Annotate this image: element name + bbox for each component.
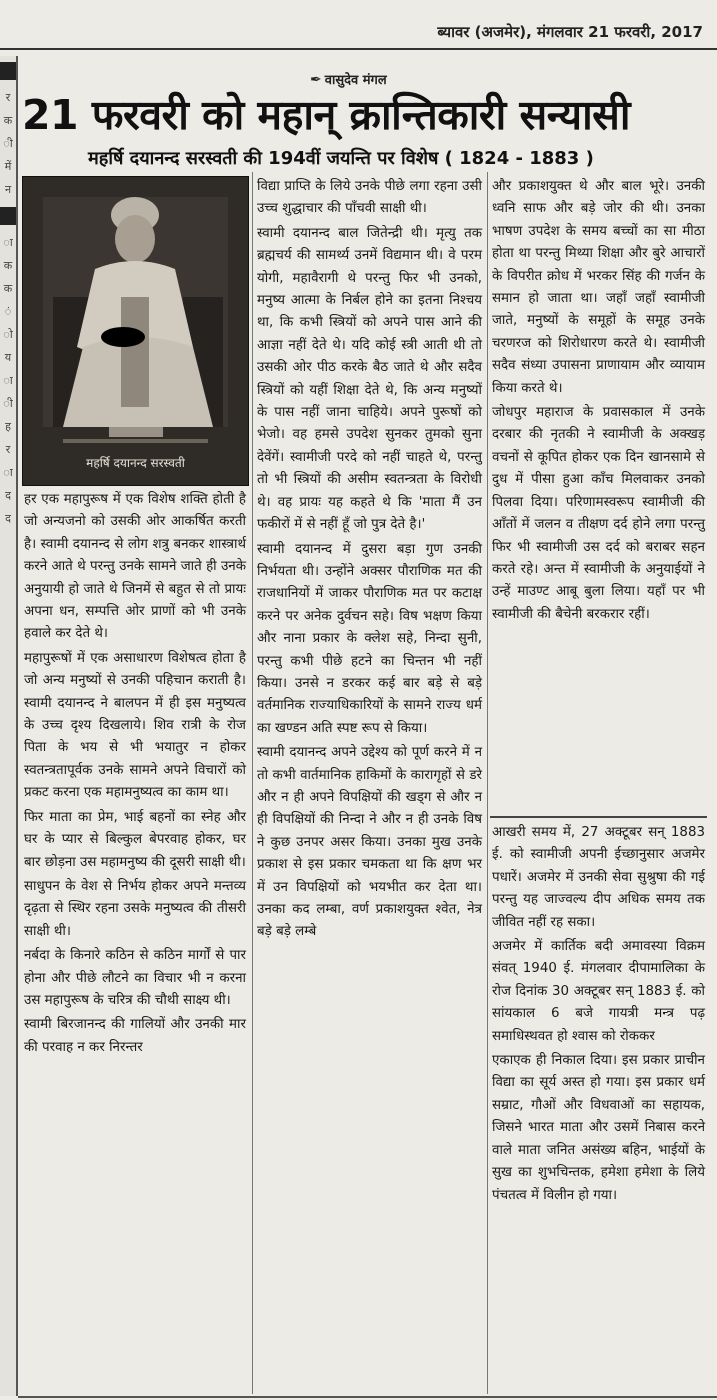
paragraph: जोधपुर महाराज के प्रवासकाल में उनके दरबार की नृतकी ने स्वामीजी के अक्खड़ वचनों से कूपित होकर एक दिन खानसामे से दुध में पीसा हुआ काँच मिलवाकर उनको पिलवा दिया। परिणामस्वरूप स्वामीजी की आँतों में जलन व तीक्षण दर्द होने लगा परन्तु फिर भी स्वामीजी उस दर्द को बराबर सहन करते रहे। अन्त में स्वामीजी के अनुयाईयों ने उन्हें माउण्ट आबू बुला लिया। यहाँ पर भी स्वामीजी की बैचेनी बरकरार रहीं। (492, 405, 705, 622)
strip-fragment: ा (3, 466, 13, 479)
article-column-1 (24, 489, 246, 1061)
strip-fragment: क (3, 282, 13, 295)
strip-fragment: द (5, 489, 11, 502)
strip-block (0, 207, 16, 225)
strip-block (0, 62, 16, 80)
paragraph: एकाएक ही निकाल दिया। इस प्रकार प्राचीन विद्या का सूर्य अस्त हो गया। इस प्रकार धर्म सम्राट, गौओं और विधवाओं का सहायक, जिसने भारत माता और उसमें निबास करने वाले माता जनित असंख्य बहिन, भाईयों के सुख का शुभचिन्तक, हमेशा हमेशा के लिये पंचतत्व में विलीन हो गया। (492, 1053, 705, 1203)
strip-fragment: ह (5, 420, 11, 433)
strip-fragment: ी (3, 397, 13, 410)
strip-fragment: में (4, 160, 12, 173)
strip-fragment: ो (3, 328, 13, 341)
paragraph: साधुपन के वेश से निर्भय होकर अपने मन्तव्य दृढ़ता से स्थिर रहना उसके मनुष्यत्व की तीसरी साक्षी थी। (24, 878, 246, 939)
top-rule (0, 48, 717, 50)
paragraph: और प्रकाशयुक्त थे और बाल भूरे। उनकी ध्वनि साफ और बड़े जोर की थी। उनका भाषण उपदेश के समय बच्चों का सा मीठा होता था परन्तु मिथ्या शिक्षा और बुरे आचारों के विपरीत क्रोध में भरकर सिंह की गर्जन के समान हो जाता था। जहाँ जहाँ स्वामीजी जाते, मनुष्यों के समूहों के समूह उनके चरणरज को शिरोधारण करते थे। स्वामीजी सदैव संध्या उपासना प्राणायाम और व्यायाम किया करते थे। (492, 179, 705, 396)
paragraph: अजमेर में कार्तिक बदी अमावस्या विक्रम संवत् 1940 ई. मंगलवार दीपामालिका के रोज दिनांक 30 अक्टूबर सन् 1883 ई. को सांयकाल 6 बजे गायत्री मन्त्र पढ़ समाधिस्थवत हो श्वास को रोककर (492, 939, 705, 1044)
strip-fragment: ं (4, 305, 12, 318)
article-column-2 (257, 176, 482, 946)
bottom-rule (18, 1396, 717, 1398)
adjacent-column-strip (0, 56, 18, 1396)
paragraph: स्वामी दयानन्द अपने उद्देश्य को पूर्ण करने में न तो कभी वार्तमानिक हाकिमों के कारागृहों से डरे और न ही अपने विपक्षियों की खड्ग से और न ही विपक्षियों की निन्दा ने और न ही उनके विष ने कुछ उनपर असर किया। उनका मुख उनके प्रकाश से इस प्रकार चमकता था कि क्षण भर में उन विपक्षियों को भयभीत कर देता था। उनका कद लम्बा, वर्ण प्रकाशयुक्त श्वेत, नेत्र बड़े बड़े लम्बे (257, 745, 482, 940)
strip-fragment: र (5, 443, 11, 456)
column-divider (490, 816, 707, 818)
paragraph: हर एक महापुरूष में एक विशेष शक्ति होती है जो अन्यजनो को उसकी ओर आकर्षित करती है। स्वामी दयानन्द से लोग शत्रु बनकर शास्त्रार्थ करने आते थे परन्तु उनके सामने जाते ही उनके अनुयायी हो जाते थे जिनमें से बहुत से तो प्रायः अपना धन, सम्पत्ति ओर प्राणों को भी उनके हवाले कर देते थे। (24, 492, 246, 642)
strip-fragment: ा (3, 236, 13, 249)
strip-fragment: द (5, 512, 11, 525)
strip-fragment: ी (3, 137, 13, 150)
paragraph: नर्बदा के किनारे कठिन से कठिन मार्गों से पार होना और पीछे लौटने का विचार भी न करना उस महापुरूष के चरित्र की चौथी साक्ष्य थी। (24, 948, 246, 1008)
paragraph: स्वामी बिरजानन्द की गालियों और उनकी मार की परवाह न कर निरन्तर (24, 1017, 246, 1055)
quill-icon: ✒ (310, 72, 322, 88)
paragraph: आखरी समय में, 27 अक्टूबर सन् 1883 ई. को स्वामीजी अपनी ईच्छानुसार अजमेर पधारें। अजमेर में उनकी सेवा सुश्रुषा की गई परन्तु यह जाज्वल्य दीप अधिक समय तक जीवित नहीं रह सका। (492, 825, 705, 930)
article-column-3 (492, 176, 705, 628)
subheadline: महर्षि दयानन्द सरस्वती की 194वीं जयन्ति पर विशेष ( 1824 - 1883 ) (88, 148, 594, 169)
paragraph: स्वामी दयानन्द बाल जितेन्द्री थी। मृत्यु तक ब्रह्मचर्य की सामर्थ्य उनमें विद्यमान थी। वे परम योगी, महावैरागी थे परन्तु फिर भी उनको, मनुष्य आत्मा के निर्बल होने का इतना निश्चय था, कि कभी स्त्रियों को अपने पास आने की आज्ञा नहीं देते थे। यदि कोई स्त्री आती थी तो उसकी ओर पीठ करके बैठ जाते थे और सदैव स्त्रियों को यहीं शिक्षा देते थे, कि अन्य मनुष्यों के पास नहीं जाना चाहिये। अपने पुरूषों को भेजो। वह हमसे उपदेश सुनकर तुमको सुना देवेंगें। स्वामीजी परदे को नहीं चाहते थे, परन्तु तो भी स्त्रियों की असीम स्वतन्त्रता के विरोधी थे। वह प्रायः यह कहते थे कि 'माता मैं उन फकीरों में से नहीं हूँ जो पुत्र देते है।' (257, 225, 482, 533)
strip-fragment: ा (3, 374, 13, 387)
seated-sage-illustration (23, 177, 248, 485)
article-column-3-continued (492, 822, 705, 1209)
strip-fragment: न (4, 183, 12, 196)
byline-author: वासुदेव मंगल (324, 73, 387, 88)
paragraph: स्वामी दयानन्द में दुसरा बड़ा गुण उनकी निर्भयता थी। उन्होंने अक्सर पौराणिक मत की राजधानियों में जाकर पौराणिक मत पर कटाक्ष करने पर अनेक दुर्वचन सहे। विष भक्षण किया और नाना प्रकार के क्लेश सहे, निन्दा सुनी, परन्तु कभी पीछे हटने का चिन्तन भी नहीं किया। उनसे न डरकर कई बार बड़े से बड़े वर्तमानिक राज्याधिकारियों के सामने राज्य धर्म का खण्डन अति स्पष्ट रूप से किया। (257, 541, 482, 736)
paragraph: फिर माता का प्रेम, भाई बहनों का स्नेह और घर के प्यार से बिल्कुल बेपरवाह होकर, घर बार छोड़ना उस महामनुष्य की दूसरी साक्षी थी। (24, 809, 246, 870)
photo-caption: महर्षि दयानन्द सरस्वती (86, 456, 185, 470)
paragraph: महापुरूषों में एक असाधारण विशेषत्व होता है जो अन्य मनुष्यों से उनकी पहिचान कराती है। स्वामी दयानन्द ने बालपन में ही इस मनुष्यत्व के उच्च दृश्य दिखलाये। शिव रात्री के रोज पिता के भय से भी भयातुर न होकर स्वतन्त्रतापूर्वक उनके सामने अपने विचारों को प्रकट करना एक महामनुष्यत्व का काम था। (24, 650, 246, 801)
strip-fragment: र (5, 91, 11, 104)
strip-fragment: क (3, 114, 13, 127)
strip-fragment: क (3, 259, 13, 272)
portrait-photo (22, 176, 249, 486)
column-rule (252, 172, 253, 1394)
strip-fragment: य (4, 351, 12, 364)
column-rule (487, 172, 488, 1394)
paragraph: विद्या प्राप्ति के लिये उनके पीछे लगा रहना उसी उच्च शुद्धाचार की पाँचवी साक्षी थी। (257, 179, 482, 217)
headline: 21 फरवरी को महान् क्रान्तिकारी सन्यासी (22, 91, 631, 139)
dateline: ब्यावर (अजमेर), मंगलवार 21 फरवरी, 2017 (437, 23, 703, 41)
